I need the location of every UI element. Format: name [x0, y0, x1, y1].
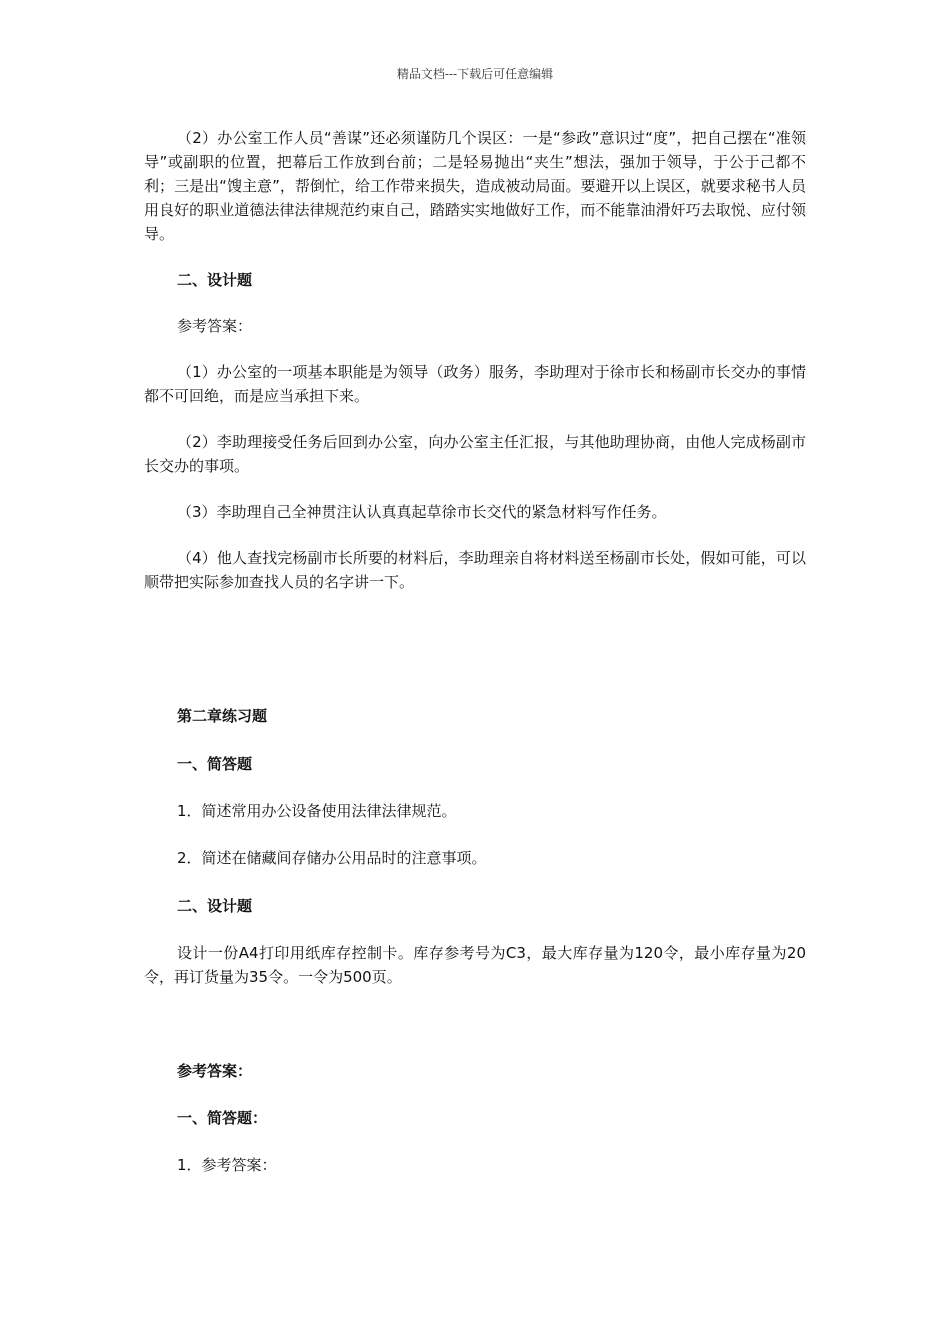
answer-item-1: （1）办公室的一项基本职能是为领导（政务）服务，李助理对于徐市长和杨副市长交办的事情都不可回绝，而是应当承担下来。	[144, 363, 806, 405]
heading-short-answer: 一、简答题	[177, 755, 253, 773]
reference-answer-label: 参考答案：	[177, 317, 253, 335]
heading-design-question: 二、设计题	[177, 271, 253, 289]
heading-short-answer-2: 一、简答题：	[177, 1109, 268, 1127]
paragraph-office-pitfalls: （2）办公室工作人员“善谋”还必须谨防几个误区：一是“参政”意识过“度”，把自己摆在“准领导”或副职的位置，把幕后工作放到台前；二是轻易抛出“夹生”想法，强加于领导，于公于己都不利；三是出“馊主意”，帮倒忙，给工作带来损失，造成被动局面。要避开以上误区，就要求秘书人员用良好的职业道德法律法律规范约束自己，踏踏实实地做好工作，而不能靠油滑奸巧去取悦、应付领导。	[144, 129, 806, 243]
reference-answer-heading: 参考答案：	[177, 1062, 253, 1080]
question-2: 2．简述在储藏间存储办公用品时的注意事项。	[177, 849, 487, 867]
document-body	[144, 124, 806, 1177]
question-1: 1．简述常用办公设备使用法律法律规范。	[177, 802, 457, 820]
answer-item-3: （3）李助理自己全神贯注认认真真起草徐市长交代的紧急材料写作任务。	[177, 503, 667, 521]
design-task: 设计一份A4打印用纸库存控制卡。库存参考号为C3，最大库存量为120令，最小库存量为20令，再订货量为35令。一令为500页。	[144, 944, 806, 986]
answer-item-2: （2）李助理接受任务后回到办公室，向办公室主任汇报，与其他助理协商，由他人完成杨副市长交办的事项。	[144, 433, 806, 475]
page-header: 精品文档---下载后可任意编辑	[396, 67, 554, 81]
heading-design-question-2: 二、设计题	[177, 897, 253, 915]
answer-item-4: （4）他人查找完杨副市长所要的材料后，李助理亲自将材料送至杨副市长处，假如可能，可以顺带把实际参加查找人员的名字讲一下。	[144, 549, 806, 591]
answer-label-1: 1．参考答案：	[177, 1156, 277, 1174]
chapter-title: 第二章练习题	[177, 707, 268, 725]
